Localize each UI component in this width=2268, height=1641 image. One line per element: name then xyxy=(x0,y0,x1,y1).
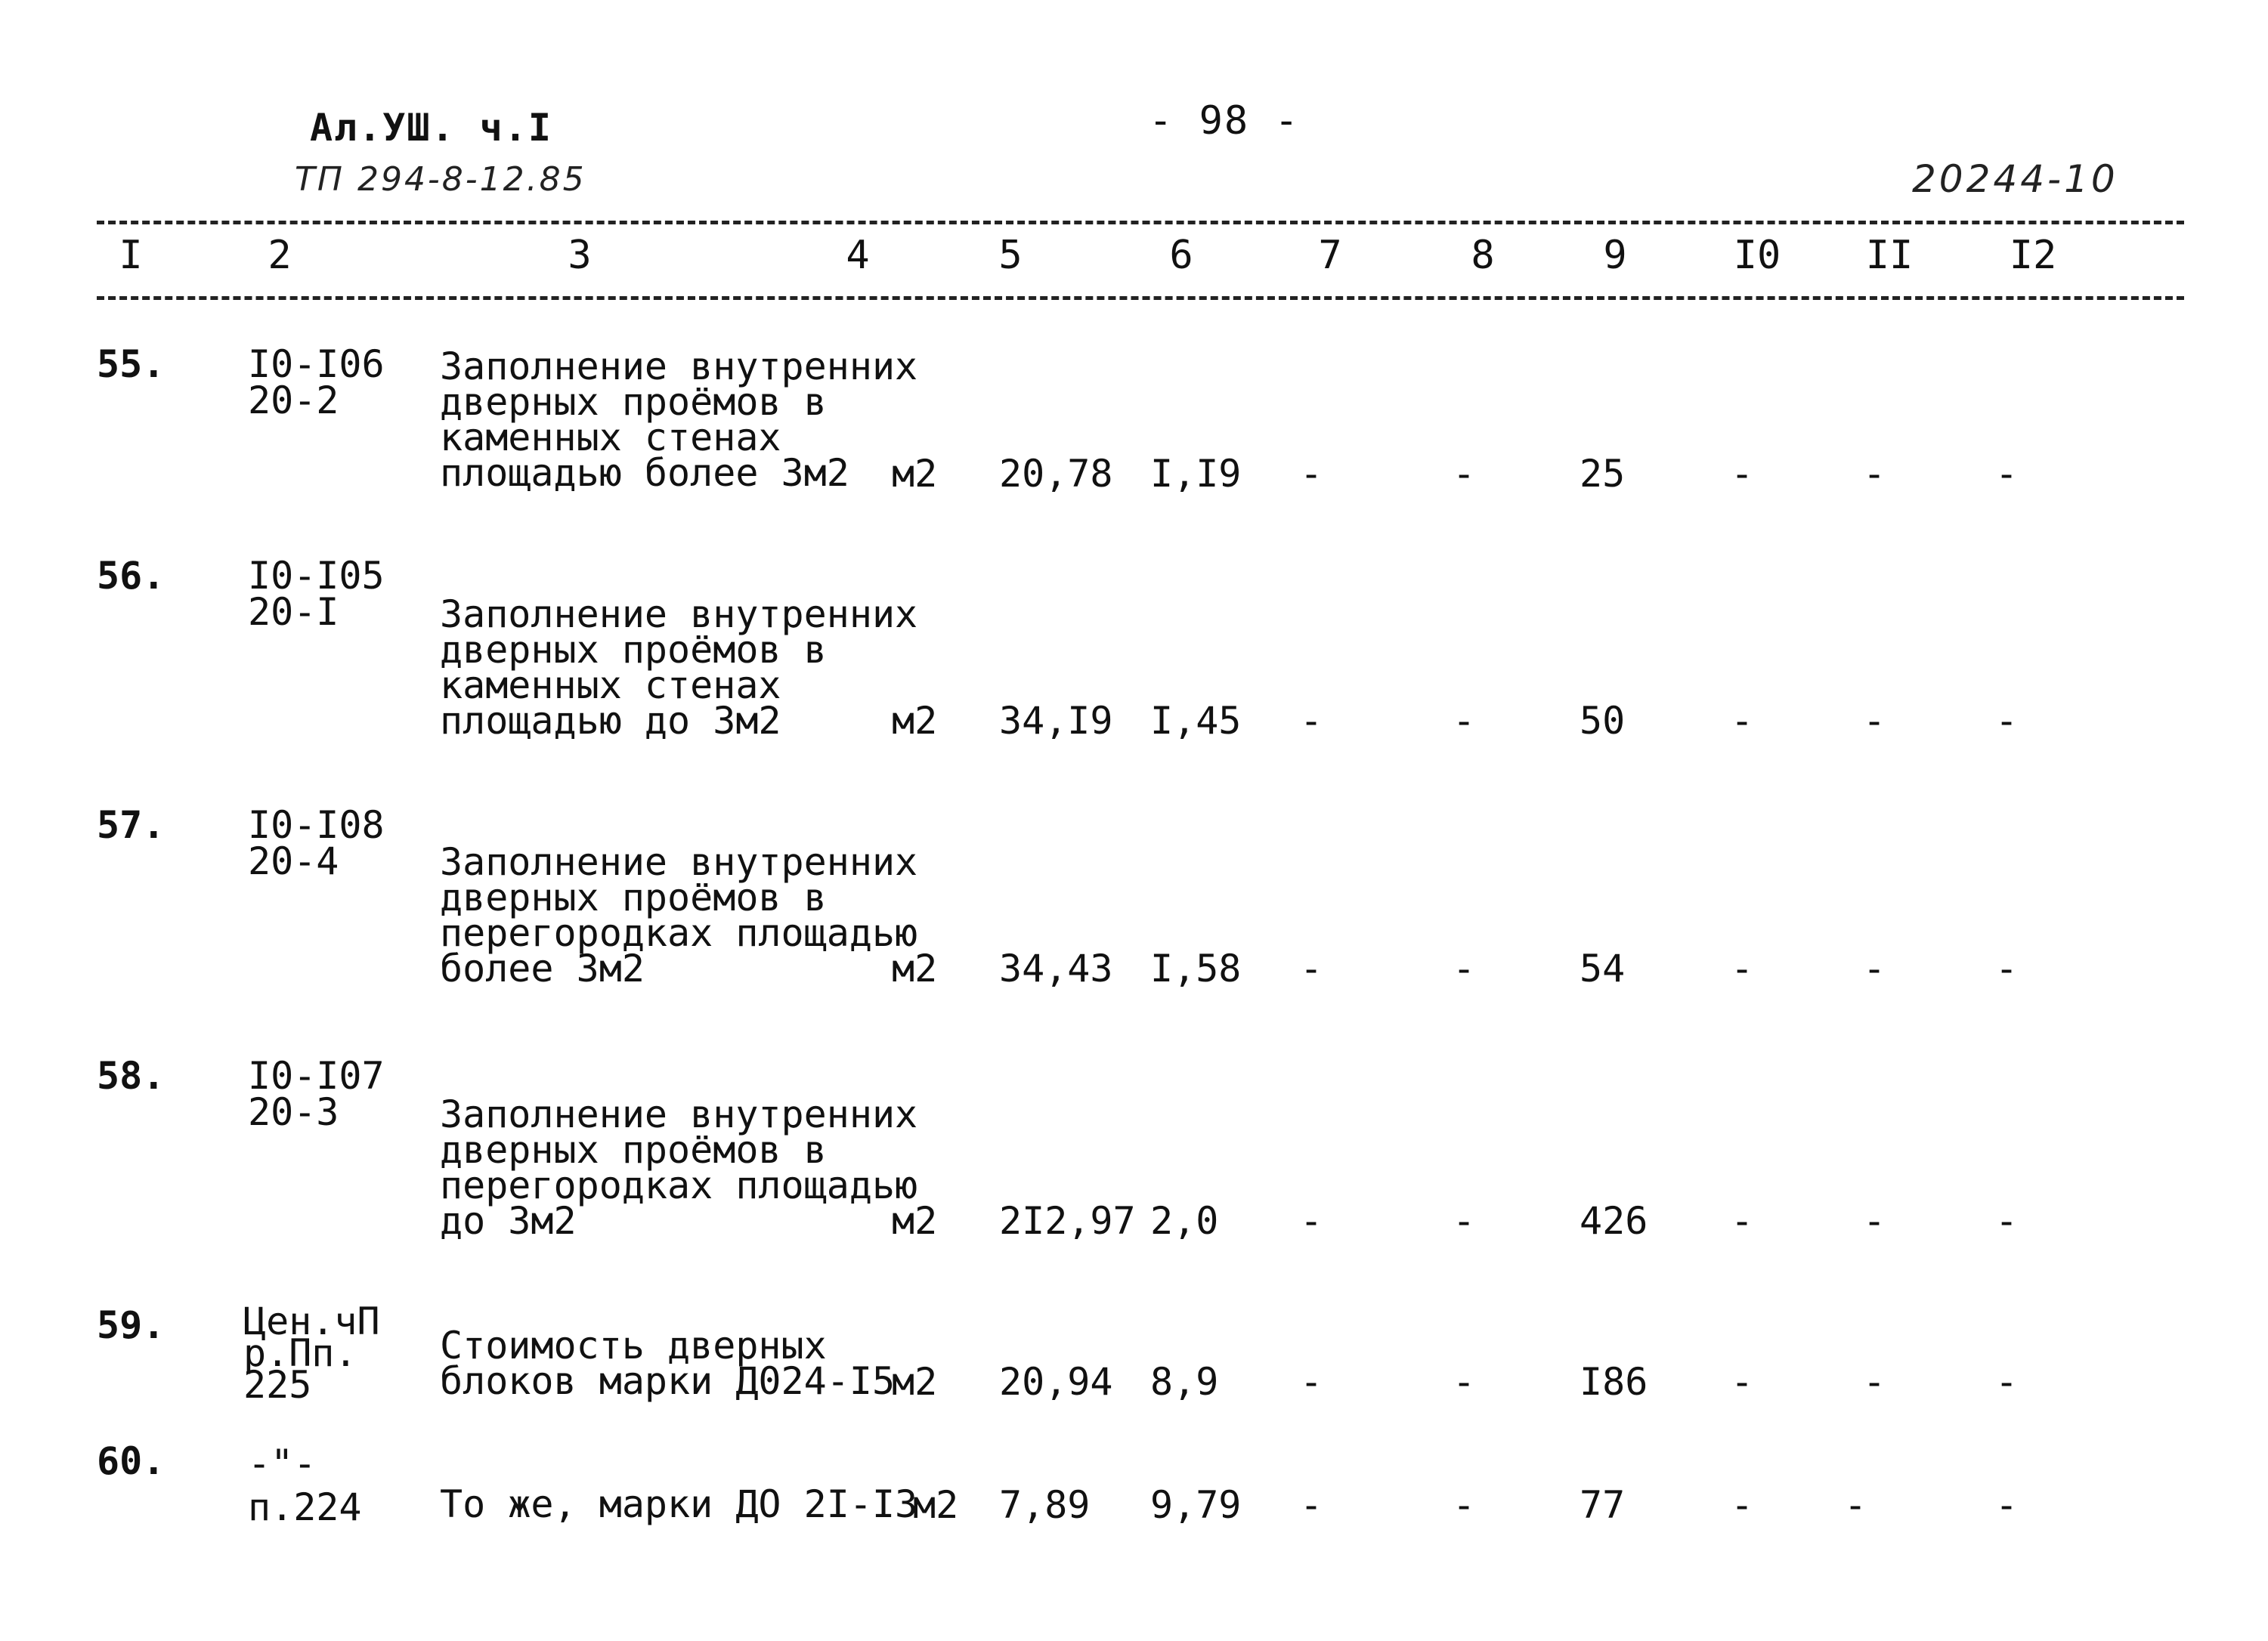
row-col6: I,I9 xyxy=(1150,452,1242,496)
row-unit: м2 xyxy=(892,1199,938,1243)
row-col11: - xyxy=(1844,1483,1867,1527)
row-col7: - xyxy=(1300,1199,1323,1243)
column-header: I xyxy=(119,233,143,278)
row-unit: м2 xyxy=(892,947,938,990)
row-description-line: дверных проёмов в xyxy=(440,380,827,424)
row-col8: - xyxy=(1453,1483,1476,1527)
row-description-line: То же, марки ДО 2I-I3 xyxy=(440,1482,918,1526)
row-description-line: Заполнение внутренних xyxy=(440,592,918,636)
row-col12: - xyxy=(1995,1483,2019,1527)
document-number: 20244-10 xyxy=(1912,157,2118,201)
row-col9: 50 xyxy=(1580,699,1626,743)
row-code-line: I0-I05 xyxy=(248,554,385,598)
row-col6: 9,79 xyxy=(1150,1483,1242,1527)
row-col11: - xyxy=(1863,699,1886,743)
row-description xyxy=(440,345,918,495)
row-unit: м2 xyxy=(913,1483,959,1527)
row-code xyxy=(248,554,385,634)
row-col9: 25 xyxy=(1580,452,1626,496)
row-col7: - xyxy=(1300,1360,1323,1404)
row-col12: - xyxy=(1995,699,2019,743)
row-description-line: Стоимость дверных xyxy=(440,1324,827,1368)
row-col5: 7,89 xyxy=(999,1483,1091,1527)
row-description-line: перегородках площадью xyxy=(440,1164,918,1207)
row-col5: 34,43 xyxy=(999,947,1113,990)
row-description-line: площадью до 3м2 xyxy=(440,699,781,743)
column-header: I0 xyxy=(1733,233,1781,278)
header-bottom-rule xyxy=(97,296,2184,300)
row-col8: - xyxy=(1453,452,1476,496)
row-col8: - xyxy=(1453,699,1476,743)
row-col12: - xyxy=(1995,452,2019,496)
column-header: I2 xyxy=(2009,233,2057,278)
row-col10: - xyxy=(1731,699,1754,743)
row-code xyxy=(248,1442,362,1529)
row-col5: 2I2,97 xyxy=(999,1199,1136,1243)
row-col7: - xyxy=(1300,452,1323,496)
column-header: 5 xyxy=(998,233,1023,278)
row-code-line: I0-I08 xyxy=(248,803,385,847)
row-number: 56. xyxy=(97,554,166,598)
row-description-line: до 3м2 xyxy=(440,1199,577,1243)
row-col6: I,58 xyxy=(1150,947,1242,990)
row-col8: - xyxy=(1453,1199,1476,1243)
row-col11: - xyxy=(1863,452,1886,496)
row-col7: - xyxy=(1300,1483,1323,1527)
column-header: 6 xyxy=(1169,233,1193,278)
row-col9: 77 xyxy=(1580,1483,1626,1527)
row-col10: - xyxy=(1731,452,1754,496)
row-number: 57. xyxy=(97,803,166,847)
row-col8: - xyxy=(1453,947,1476,990)
column-header: 7 xyxy=(1318,233,1342,278)
row-description-line: дверных проёмов в xyxy=(440,628,827,672)
column-header: 2 xyxy=(268,233,292,278)
row-unit: м2 xyxy=(892,452,938,496)
row-code-line: -"- xyxy=(248,1442,317,1485)
row-description xyxy=(440,840,918,990)
row-col5: 20,94 xyxy=(999,1360,1113,1404)
row-description xyxy=(440,1092,918,1243)
row-description xyxy=(440,1482,918,1526)
row-description-line: Заполнение внутренних xyxy=(440,345,918,388)
row-description xyxy=(440,1324,896,1403)
row-col6: 2,0 xyxy=(1150,1199,1219,1243)
row-col6: 8,9 xyxy=(1150,1360,1219,1404)
page-number: - 98 - xyxy=(1149,98,1300,144)
row-col7: - xyxy=(1300,699,1323,743)
row-description-line: блоков марки Д024-I5 xyxy=(440,1359,896,1403)
project-code: ТП 294-8-12.85 xyxy=(295,160,586,199)
row-col12: - xyxy=(1995,1360,2019,1404)
row-col11: - xyxy=(1863,1360,1886,1404)
column-header: 9 xyxy=(1603,233,1627,278)
row-code-line: 20-4 xyxy=(248,839,339,883)
row-description-line: Заполнение внутренних xyxy=(440,840,918,884)
row-col9: 426 xyxy=(1580,1199,1648,1243)
row-description-line: каменных стенах xyxy=(440,663,781,707)
row-description-line: площадью более 3м2 xyxy=(440,451,849,495)
row-col11: - xyxy=(1863,1199,1886,1243)
row-code-line: I0-I07 xyxy=(248,1054,385,1098)
row-col10: - xyxy=(1731,1199,1754,1243)
row-description-line: более 3м2 xyxy=(440,947,645,990)
row-description-line: каменных стенах xyxy=(440,416,781,459)
row-col12: - xyxy=(1995,1199,2019,1243)
row-col9: I86 xyxy=(1580,1360,1648,1404)
row-col10: - xyxy=(1731,947,1754,990)
row-description-line: дверных проёмов в xyxy=(440,1128,827,1172)
row-unit: м2 xyxy=(892,1360,938,1404)
row-code-line: Цен.чП xyxy=(243,1300,380,1343)
album-label: Ал.УШ. ч.I xyxy=(310,106,553,150)
row-code xyxy=(248,1054,385,1134)
row-description-line: дверных проёмов в xyxy=(440,876,827,919)
row-code-line: 20-3 xyxy=(248,1090,339,1134)
row-code-line: I0-I06 xyxy=(248,342,385,386)
row-code-line: п.224 xyxy=(248,1485,362,1529)
row-code xyxy=(248,803,385,883)
row-code-line: р.Пп. xyxy=(243,1331,357,1375)
row-col11: - xyxy=(1863,947,1886,990)
row-code-line: 225 xyxy=(243,1363,312,1407)
row-code-line: 20-2 xyxy=(248,379,339,422)
row-number: 58. xyxy=(97,1054,166,1098)
row-unit: м2 xyxy=(892,699,938,743)
row-col10: - xyxy=(1731,1360,1754,1404)
column-header: 8 xyxy=(1471,233,1495,278)
row-col7: - xyxy=(1300,947,1323,990)
row-number: 59. xyxy=(97,1303,166,1347)
row-col10: - xyxy=(1731,1483,1754,1527)
column-header: 4 xyxy=(846,233,870,278)
column-header: 3 xyxy=(568,233,592,278)
row-col8: - xyxy=(1453,1360,1476,1404)
row-code xyxy=(243,1300,380,1407)
row-description-line: перегородках площадью xyxy=(440,911,918,955)
row-number: 55. xyxy=(97,342,166,386)
row-description xyxy=(440,592,918,743)
row-number: 60. xyxy=(97,1439,166,1483)
row-col12: - xyxy=(1995,947,2019,990)
row-description-line: Заполнение внутренних xyxy=(440,1092,918,1136)
header-top-rule xyxy=(97,221,2184,224)
row-code xyxy=(248,342,385,422)
row-col6: I,45 xyxy=(1150,699,1242,743)
row-col9: 54 xyxy=(1580,947,1626,990)
row-code-line: 20-I xyxy=(248,590,339,634)
column-header: II xyxy=(1865,233,1914,278)
row-col5: 34,I9 xyxy=(999,699,1113,743)
row-col5: 20,78 xyxy=(999,452,1113,496)
